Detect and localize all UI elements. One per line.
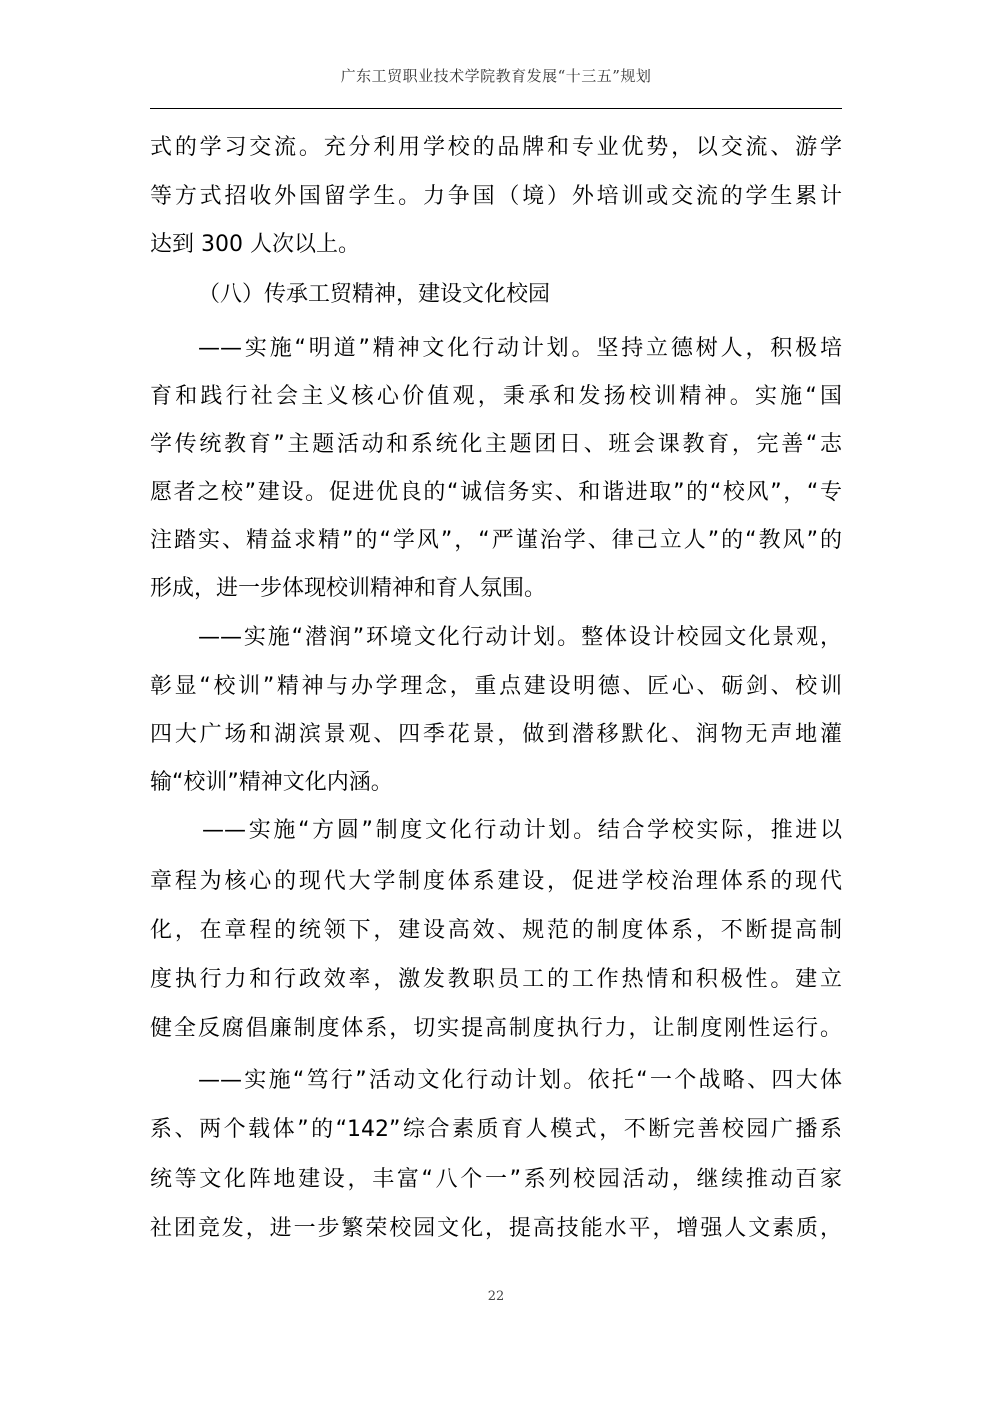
body-line: 学传统教育”主题活动和系统化主题团日、班会课教育，完善“志 (150, 432, 842, 457)
body-line: ——实施“明道”精神文化行动计划。坚持立德树人，积极培 (198, 336, 842, 361)
body-line: 健全反腐倡廉制度体系，切实提高制度执行力，让制度刚性运行。 (150, 1016, 842, 1041)
body-line: ——实施“潜润”环境文化行动计划。整体设计校园文化景观， (198, 625, 842, 650)
page-number: 22 (487, 1289, 505, 1304)
body-line: 四大广场和湖滨景观、四季花景，做到潜移默化、润物无声地灌 (150, 722, 842, 747)
body-line: 式的学习交流。充分利用学校的品牌和专业优势，以交流、游学 (150, 135, 842, 160)
body-line: 达到 300 人次以上。 (150, 232, 360, 257)
header-title: 广东工贸职业技术学院教育发展“十三五”规划 (340, 67, 652, 85)
body-line: 度执行力和行政效率，激发教职员工的工作热情和积极性。建立 (150, 967, 842, 992)
header-divider (150, 108, 842, 109)
body-line: 注踏实、精益求精”的“学风”，“严谨治学、律己立人”的“教风”的 (150, 528, 842, 553)
body-line: 彰显“校训”精神与办学理念，重点建设明德、匠心、砺剑、校训 (150, 674, 842, 699)
body-line: 社团竞发，进一步繁荣校园文化，提高技能水平，增强人文素质， (150, 1216, 842, 1241)
body-line: ——实施“方圆”制度文化行动计划。结合学校实际，推进以 (202, 818, 842, 843)
body-line: 形成，进一步体现校训精神和育人氛围。 (150, 576, 547, 601)
body-line: 愿者之校”建设。促进优良的“诚信务实、和谐进取”的“校风”，“专 (150, 480, 842, 505)
body-line: 化，在章程的统领下，建设高效、规范的制度体系，不断提高制 (150, 918, 842, 943)
body-line: 输“校训”精神文化内涵。 (150, 770, 393, 795)
body-line: 章程为核心的现代大学制度体系建设，促进学校治理体系的现代 (150, 869, 842, 894)
body-line: ——实施“笃行”活动文化行动计划。依托“一个战略、四大体 (198, 1068, 842, 1093)
body-line: 系、两个载体”的“142”综合素质育人模式，不断完善校园广播系 (150, 1117, 842, 1142)
section-heading: （八）传承工贸精神，建设文化校园 (198, 282, 551, 307)
body-line: 等方式招收外国留学生。力争国（境）外培训或交流的学生累计 (150, 184, 842, 209)
body-line: 统等文化阵地建设，丰富“八个一”系列校园活动，继续推动百家 (150, 1167, 842, 1192)
body-line: 育和践行社会主义核心价值观，秉承和发扬校训精神。实施“国 (150, 384, 842, 409)
